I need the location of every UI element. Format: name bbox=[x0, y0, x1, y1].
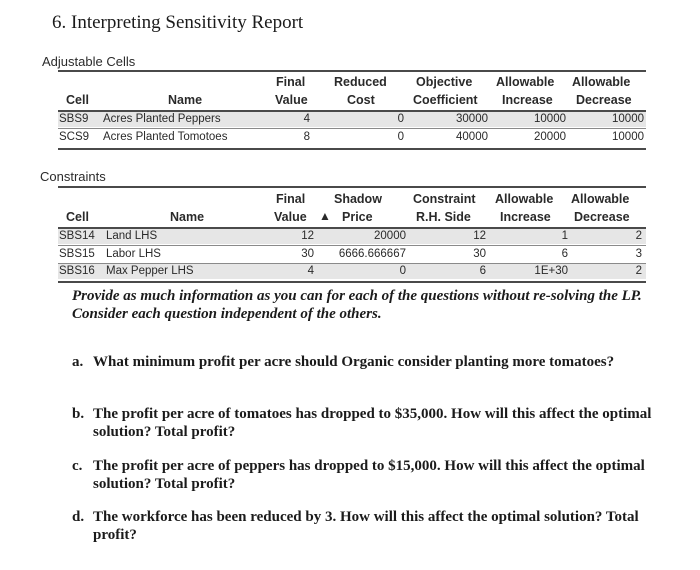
con-row-2-allow-dec: 3 bbox=[635, 248, 642, 260]
con-header-constraint-2: R.H. Side bbox=[416, 210, 471, 224]
question-c bbox=[72, 457, 666, 493]
con-row-3-rhs: 6 bbox=[479, 265, 486, 277]
adj-row-1-allow-dec: 10000 bbox=[612, 113, 644, 125]
adj-header-allow-dec-1: Allowable bbox=[572, 75, 631, 89]
adj-header-reduced-2: Cost bbox=[347, 93, 375, 107]
con-header-cell: Cell bbox=[66, 210, 89, 224]
adj-row-1-final: 4 bbox=[303, 113, 310, 125]
question-d bbox=[72, 508, 666, 544]
question-c-text: The profit per acre of peppers has dropped to $15,000. How will this affect the optimal solution? Total profit? bbox=[93, 458, 645, 492]
adj-header-objective-1: Objective bbox=[416, 75, 473, 89]
constraints-label: Constraints bbox=[40, 169, 106, 184]
adj-header-allow-inc-1: Allowable bbox=[496, 75, 555, 89]
con-header-allow-inc-2: Increase bbox=[500, 210, 551, 224]
adj-row-2-cell: SCS9 bbox=[59, 131, 90, 143]
instructions: Provide as much information as you can for each of the questions without re-solving the LP. Consider each question independent of the others. bbox=[72, 288, 642, 322]
adj-header-objective-2: Coefficient bbox=[413, 93, 478, 107]
constraints-bottom-rule bbox=[58, 281, 646, 283]
adj-header-name: Name bbox=[168, 93, 203, 107]
con-row-3-shadow: 0 bbox=[399, 265, 406, 277]
con-row-2-cell: SBS15 bbox=[59, 248, 95, 260]
adjustable-cells-top-rule bbox=[58, 70, 646, 72]
con-row-1-rhs: 12 bbox=[473, 230, 486, 242]
con-row-divider-1 bbox=[58, 245, 646, 246]
con-row-3-cell: SBS16 bbox=[59, 265, 95, 277]
question-b-text: The profit per acre of tomatoes has dropped to $35,000. How will this affect the optimal solution? Total profit? bbox=[93, 406, 652, 440]
con-row-2-allow-inc: 6 bbox=[561, 248, 568, 260]
question-b bbox=[72, 405, 666, 441]
adj-header-allow-inc-2: Increase bbox=[502, 93, 553, 107]
adj-row-2-objective: 40000 bbox=[456, 131, 488, 143]
adj-row-1-reduced: 0 bbox=[397, 113, 404, 125]
constraints-top-rule bbox=[58, 186, 646, 188]
question-c-letter: c. bbox=[72, 458, 83, 474]
cursor-arrow-icon: ▲ bbox=[319, 209, 331, 223]
adj-header-final-1: Final bbox=[276, 75, 306, 89]
con-header-shadow-1: Shadow bbox=[334, 192, 382, 206]
adj-row-1-name: Acres Planted Peppers bbox=[103, 113, 221, 125]
adjustable-cells-label: Adjustable Cells bbox=[42, 54, 136, 69]
con-header-final-1: Final bbox=[276, 192, 306, 206]
con-row-2-final: 30 bbox=[301, 248, 314, 260]
question-d-letter: d. bbox=[72, 509, 85, 525]
con-row-1-final: 12 bbox=[301, 230, 314, 242]
con-row-3-name: Max Pepper LHS bbox=[106, 265, 194, 277]
con-header-shadow-2: Price bbox=[342, 210, 373, 224]
con-row-1-allow-dec: 2 bbox=[635, 230, 642, 242]
con-row-3-final: 4 bbox=[307, 265, 314, 277]
adj-row-2-final: 8 bbox=[303, 131, 310, 143]
adj-row-1-allow-inc: 10000 bbox=[534, 113, 566, 125]
con-header-name: Name bbox=[170, 210, 205, 224]
con-header-final-2: Value bbox=[274, 210, 307, 224]
adj-header-allow-dec-2: Decrease bbox=[576, 93, 632, 107]
con-row-1-shadow: 20000 bbox=[374, 230, 406, 242]
con-row-2-name: Labor LHS bbox=[106, 248, 161, 260]
page-title: 6. Interpreting Sensitivity Report bbox=[52, 12, 304, 33]
adj-row-1-objective: 30000 bbox=[456, 113, 488, 125]
con-row-1-allow-inc: 1 bbox=[561, 230, 568, 242]
con-row-2-shadow: 6666.666667 bbox=[338, 248, 406, 260]
con-row-3-allow-inc: 1E+30 bbox=[534, 265, 568, 277]
con-row-1-name: Land LHS bbox=[106, 230, 158, 242]
adj-row-2-name: Acres Planted Tomotoes bbox=[103, 131, 228, 143]
con-header-allow-dec-1: Allowable bbox=[571, 192, 630, 206]
adj-row-2-allow-inc: 20000 bbox=[534, 131, 566, 143]
adj-row-2-reduced: 0 bbox=[397, 131, 404, 143]
question-b-letter: b. bbox=[72, 406, 85, 422]
con-header-allow-inc-1: Allowable bbox=[495, 192, 554, 206]
question-a bbox=[72, 353, 666, 371]
question-a-letter: a. bbox=[72, 354, 84, 370]
adj-row-2-allow-dec: 10000 bbox=[612, 131, 644, 143]
adj-header-final-2: Value bbox=[275, 93, 308, 107]
adj-row-1-cell: SBS9 bbox=[59, 113, 89, 125]
con-row-2-rhs: 30 bbox=[473, 248, 486, 260]
con-row-3-allow-dec: 2 bbox=[635, 265, 642, 277]
adj-header-reduced-1: Reduced bbox=[334, 75, 387, 89]
con-header-constraint-1: Constraint bbox=[413, 192, 476, 206]
question-d-text: The workforce has been reduced by 3. How will this affect the optimal solution? Total profit? bbox=[93, 509, 639, 543]
con-row-1-cell: SBS14 bbox=[59, 230, 95, 242]
question-a-text: What minimum profit per acre should Organic consider planting more tomatoes? bbox=[93, 354, 615, 370]
adj-row-divider bbox=[58, 128, 646, 129]
con-header-allow-dec-2: Decrease bbox=[574, 210, 630, 224]
adjustable-cells-bottom-rule bbox=[58, 148, 646, 150]
adj-header-cell: Cell bbox=[66, 93, 89, 107]
